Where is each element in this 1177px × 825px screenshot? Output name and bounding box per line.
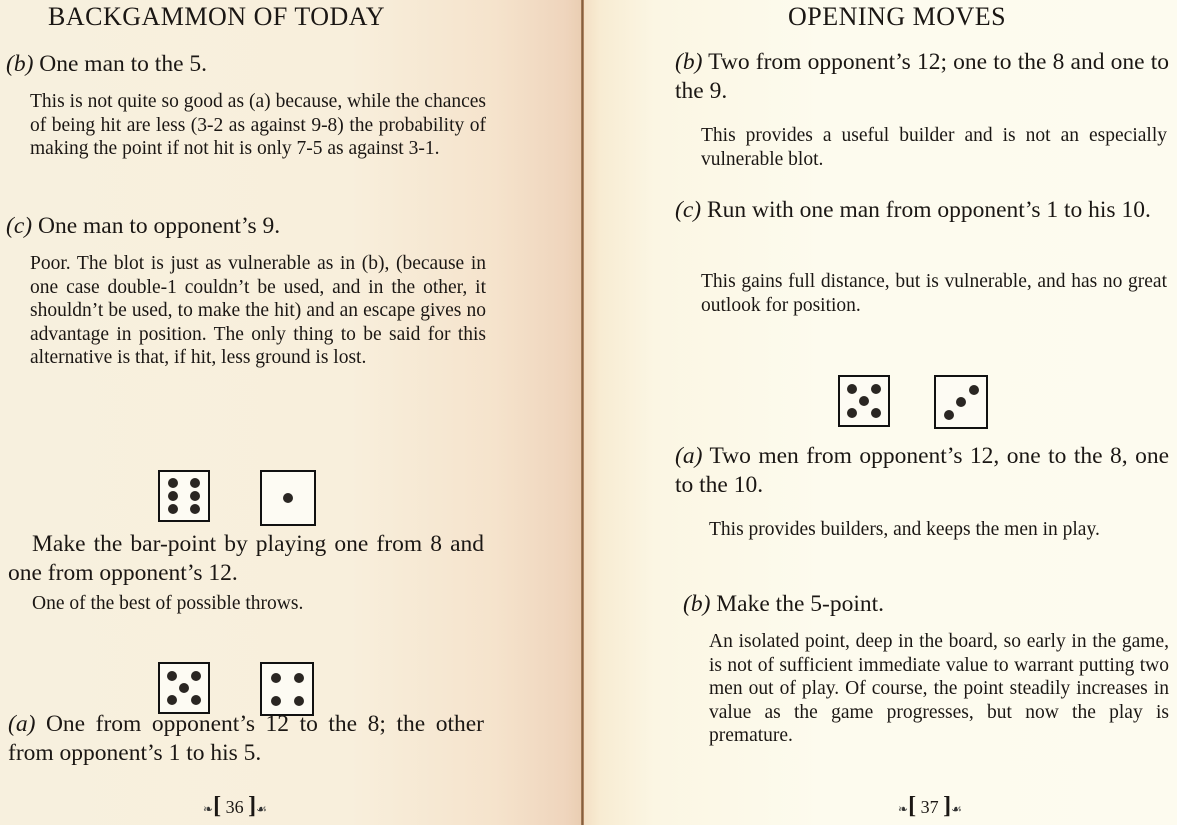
section-letter: (b): [683, 591, 711, 617]
throw-heading-text: One from opponent’s 12 to the 8; the other from opponent’s 1 to his 5.: [8, 711, 485, 766]
die-pip: [168, 491, 178, 501]
die-pip: [190, 491, 200, 501]
section-body: This provides a useful builder and is not an especially vulnerable blot.: [701, 125, 1167, 170]
die-4-icon: [260, 662, 314, 716]
section-heading-text: One man to opponent’s 9.: [37, 213, 281, 239]
ornament-icon: ☙: [256, 802, 267, 816]
die-pip: [944, 410, 954, 420]
running-head-left: BACKGAMMON OF TODAY: [48, 2, 385, 31]
die-pip: [191, 695, 201, 705]
die-pip: [190, 504, 200, 514]
section-heading: [675, 48, 1169, 106]
ornament-icon: ❧: [898, 802, 909, 816]
die-pip: [167, 671, 177, 681]
option-heading-text: Two men from opponent’s 12, one to the 8, one to the 10.: [675, 443, 1170, 498]
die-6-icon: [158, 470, 210, 522]
die-pip: [271, 673, 281, 683]
die-pip: [179, 683, 189, 693]
page-number-right: [898, 793, 962, 820]
ornament-icon: ☙: [951, 802, 962, 816]
ornament-icon: ❧: [203, 802, 214, 816]
section-body: This is not quite so good as (a) because, while the chances of being hit are less (3-2 as against 9-8) the probability of making the point if not hit is only 7-5 as against 3-1.: [30, 91, 486, 159]
die-pip: [871, 408, 881, 418]
bracket: ]: [943, 793, 952, 819]
section-letter: (b): [675, 49, 703, 75]
die-pip: [168, 504, 178, 514]
throw-heading: [8, 710, 484, 768]
section-heading: [675, 196, 1169, 225]
section-letter: (a): [8, 711, 36, 737]
die-pip: [283, 493, 293, 503]
section-heading: [6, 50, 526, 79]
die-1-icon: [260, 470, 316, 526]
die-pip: [871, 384, 881, 394]
right-page: [583, 0, 1177, 825]
die-pip: [969, 385, 979, 395]
left-page: [0, 0, 583, 825]
die-5-icon: [838, 375, 890, 427]
option-heading: [683, 590, 1169, 619]
dice-pair: [158, 662, 314, 716]
section-heading-text: Two from opponent’s 12; one to the 8 and one to the 9.: [675, 49, 1170, 104]
bracket: [: [213, 793, 222, 819]
option-body: An isolated point, deep in the board, so early in the game, is not of sufficient immediate value to warrant putting two men out of play. Of course, the point steadily increases in value as the game progresses, but now the play is premature.: [709, 631, 1169, 746]
throw-heading: Make the bar-point by playing one from 8 and one from opponent’s 12.: [8, 531, 484, 586]
section-body: Poor. The blot is just as vulnerable as in (b), (because in one case double-1 couldn’t be used, and in the other, it shouldn’t be used, to make the hit) and an escape gives no advantage in position. The only thing to be said for this alternative is that, if hit, less ground is lost.: [30, 253, 486, 368]
page-number: 36: [225, 797, 244, 817]
section-heading-text: Run with one man from opponent’s 1 to his 10.: [706, 197, 1151, 223]
page-number: 37: [920, 797, 939, 817]
section-letter: (a): [675, 443, 703, 469]
section-heading-text: One man to the 5.: [39, 51, 208, 77]
section-letter: (c): [675, 197, 702, 223]
option-heading-text: Make the 5-point.: [716, 591, 885, 617]
dice-pair: [838, 375, 988, 429]
option-heading: [675, 442, 1169, 500]
die-pip: [847, 384, 857, 394]
die-3-icon: [934, 375, 988, 429]
book-gutter: [581, 0, 584, 825]
page-number-left: [203, 793, 267, 820]
section-heading: [6, 212, 526, 241]
running-head-right: OPENING MOVES: [788, 2, 1007, 31]
die-pip: [190, 478, 200, 488]
bracket: ]: [248, 793, 257, 819]
die-pip: [167, 695, 177, 705]
die-pip: [168, 478, 178, 488]
die-pip: [294, 673, 304, 683]
die-pip: [956, 397, 966, 407]
die-pip: [859, 396, 869, 406]
die-pip: [294, 696, 304, 706]
option-body: This provides builders, and keeps the men in play.: [709, 519, 1100, 540]
die-5-icon: [158, 662, 210, 714]
die-pip: [191, 671, 201, 681]
section-letter: (c): [6, 213, 33, 239]
die-pip: [847, 408, 857, 418]
dice-pair: [158, 470, 316, 526]
section-body: This gains full distance, but is vulnerable, and has no great outlook for position.: [701, 271, 1167, 316]
die-pip: [271, 696, 281, 706]
section-letter: (b): [6, 51, 34, 77]
throw-body: One of the best of possible throws.: [32, 593, 304, 614]
bracket: [: [908, 793, 917, 819]
